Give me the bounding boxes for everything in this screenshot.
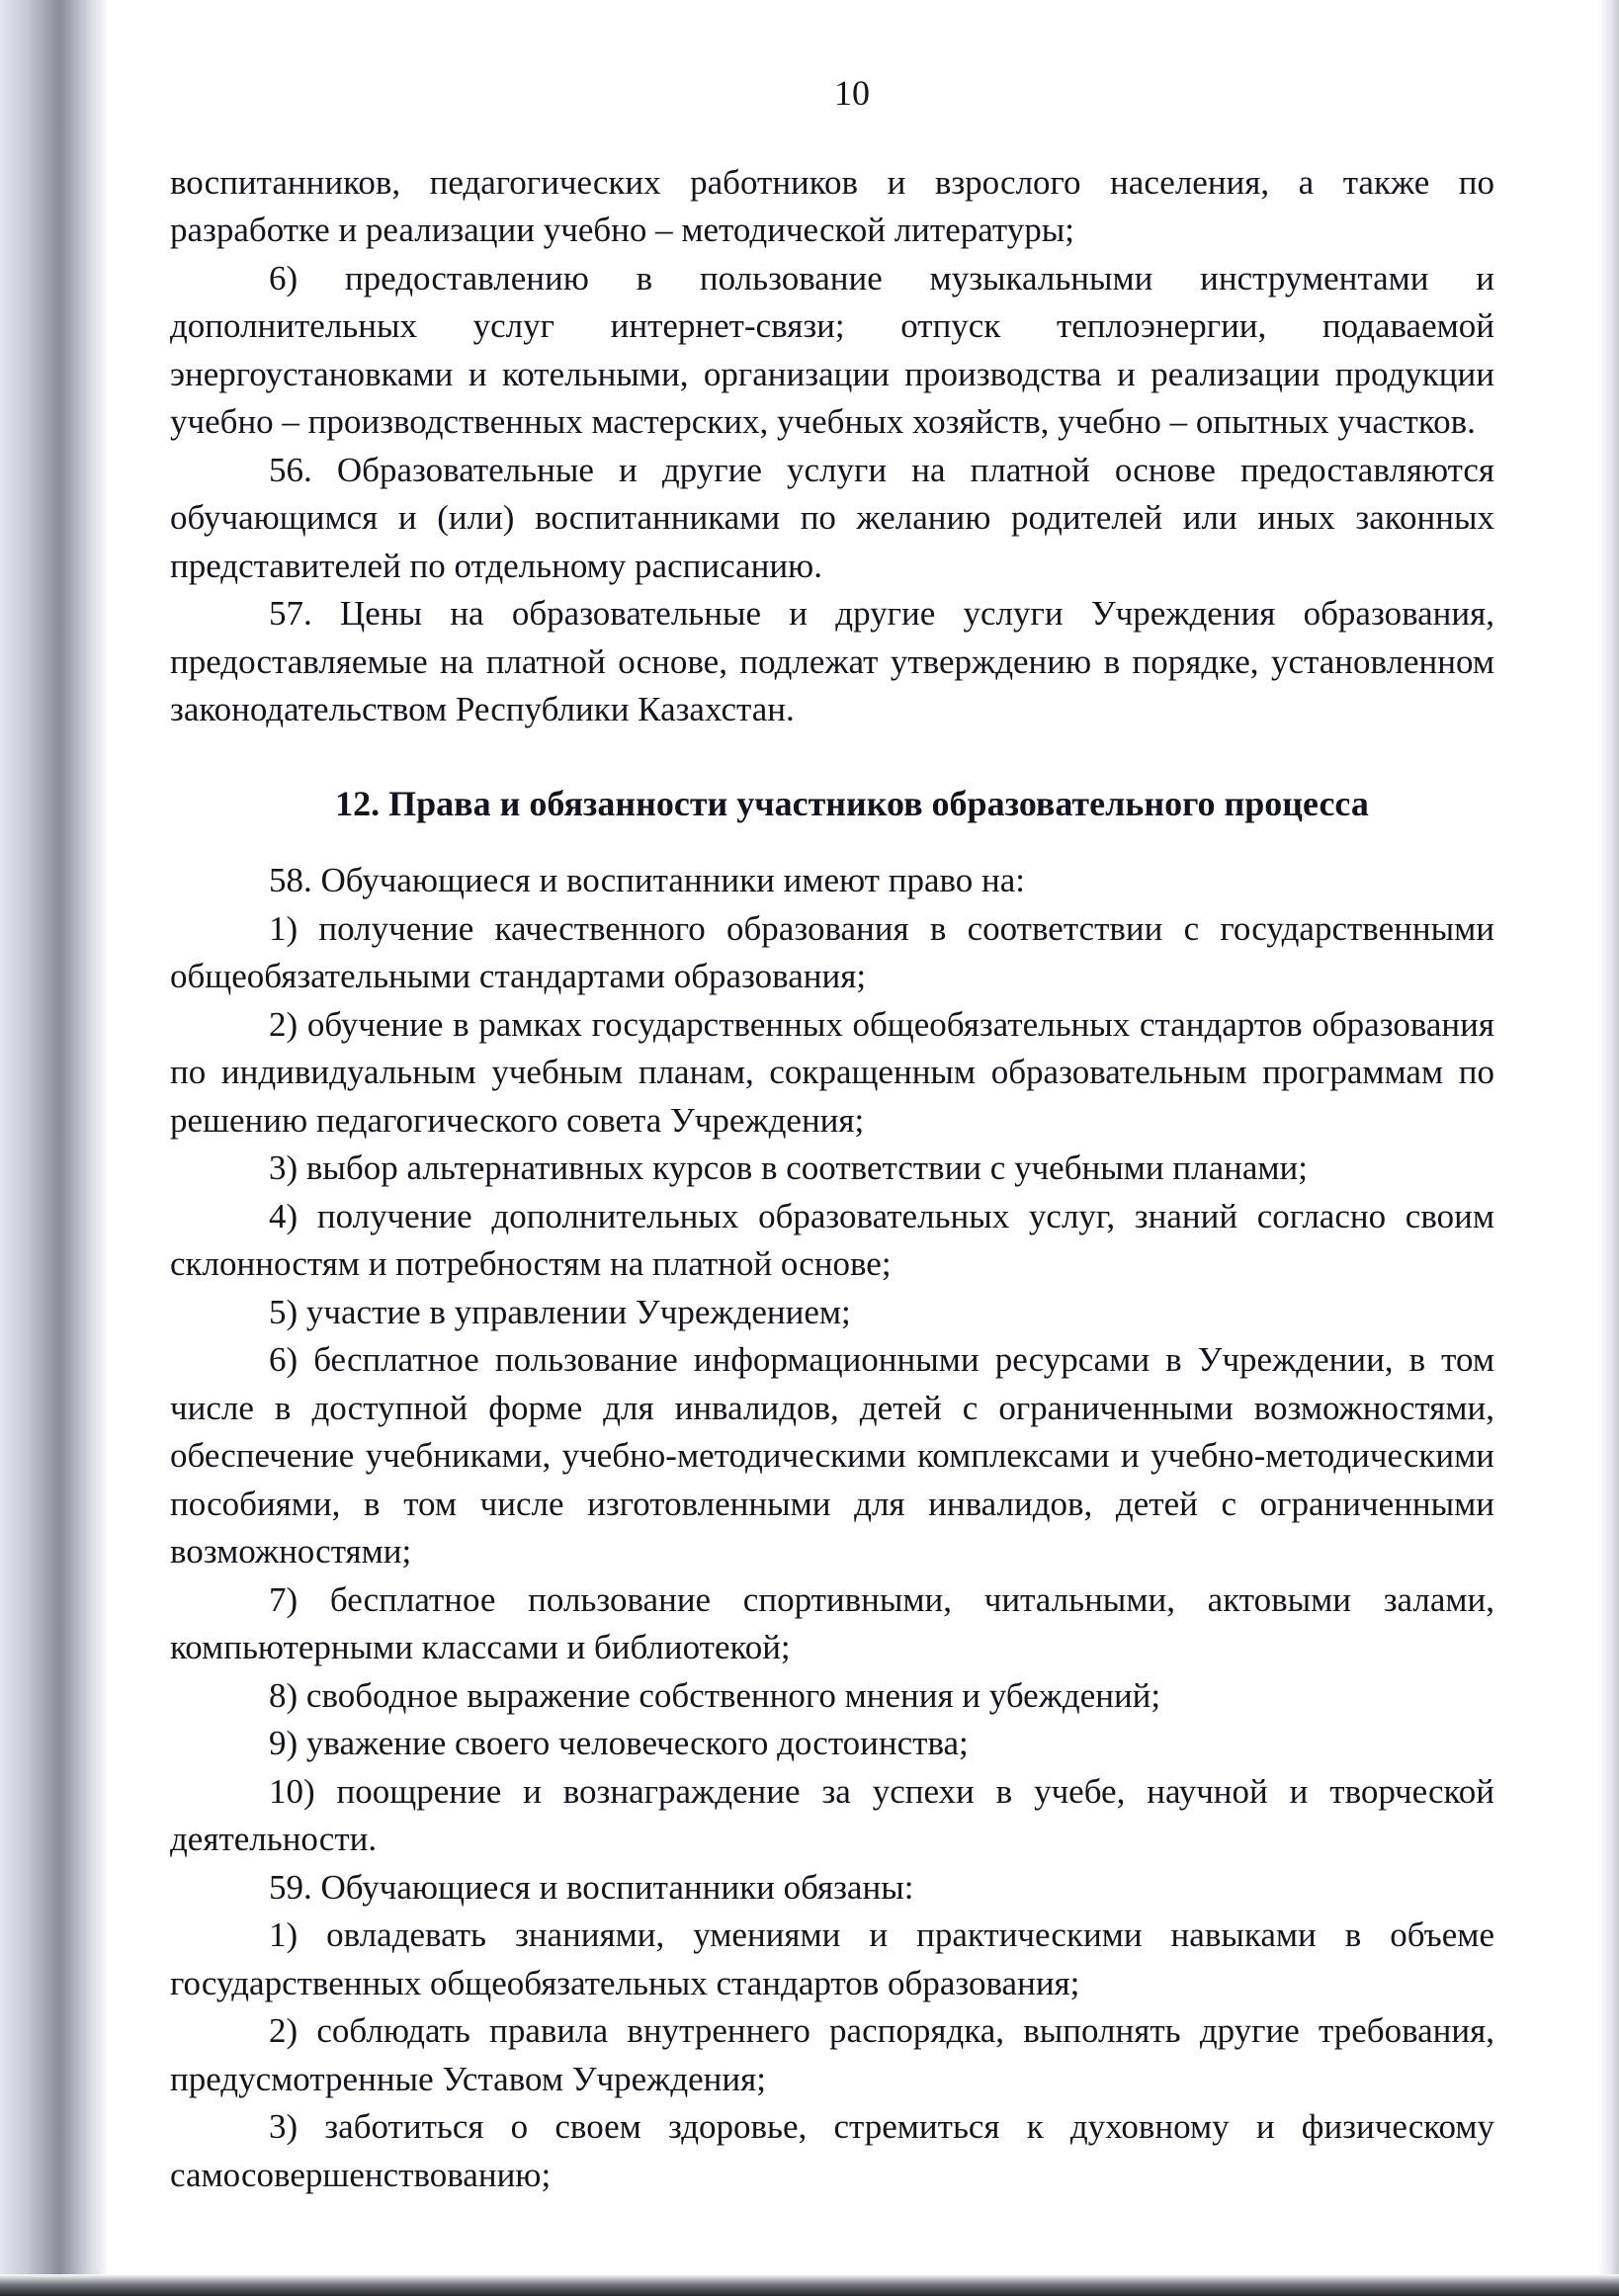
- list-item: 3) выбор альтернативных курсов в соответствии с учебными планами;: [269, 1148, 1308, 1187]
- list-item: 9) уважение своего человеческого достоинства;: [269, 1724, 969, 1762]
- scan-binding-shadow: [0, 0, 109, 2296]
- paragraphs-top: [170, 159, 1494, 734]
- list-item: 2) соблюдать правила внутреннего распорядка, выполнять другие требования, предусмотренные Уставом Учреждения;: [170, 2011, 1494, 2098]
- paragraph-56: 56. Образовательные и другие услуги на платной основе предоставляются обучающимся и (или) воспитанниками по желанию родителей или иных законных представителей по отдельному расписанию.: [170, 450, 1494, 585]
- list-item: 10) поощрение и вознаграждение за успехи в учебе, научной и творческой деятельности.: [170, 1771, 1494, 1858]
- list-item: 1) получение качественного образования в соответствии с государственными общеобязательными стандартами образования;: [170, 908, 1494, 995]
- list-item: 6) бесплатное пользование информационными ресурсами в Учреждении, в том числе в доступной форме для инвалидов, детей с ограниченными возможностями, обеспечение учебниками, учебно-методическими комплексами и учебно-методическими пособиями, в том числе изготовленными для инвалидов, детей с ограниченными возможностями;: [170, 1340, 1494, 1571]
- section-heading: 12. Права и обязанности участников образовательного процесса: [335, 783, 1369, 823]
- list-item: 3) заботиться о своем здоровье, стремиться к духовному и физическому самосовершенствованию;: [170, 2107, 1494, 2194]
- page-number: 10: [834, 73, 870, 113]
- list-item: 5) участие в управлении Учреждением;: [269, 1292, 851, 1331]
- paragraph: 6) предоставлению в пользование музыкальными инструментами и дополнительных услуг интернет-связи; отпуск теплоэнергии, подаваемой энергоустановками и котельными, организации производства и реализации продукции учебно – производственных мастерских, учебных хозяйств, учебно – опытных участков.: [170, 258, 1494, 441]
- paragraph-58: 58. Обучающиеся и воспитанники имеют право на:: [269, 861, 1026, 899]
- scan-bottom-shadow: [0, 2274, 1619, 2296]
- list-item: 8) свободное выражение собственного мнения и убеждений;: [269, 1675, 1161, 1715]
- paragraph-57: 57. Цены на образовательные и другие услуги Учреждения образования, предоставляемые на платной основе, подлежат утверждению в порядке, установленном законодательством Республики Казахстан.: [170, 594, 1494, 728]
- paragraph-59: 59. Обучающиеся и воспитанники обязаны:: [269, 1867, 914, 1907]
- paragraph: воспитанников, педагогических работников и взрослого населения, а также по разработке и реализации учебно – методической литературы;: [170, 162, 1494, 249]
- paragraphs-bottom: [170, 857, 1494, 2199]
- list-item: 4) получение дополнительных образовательных услуг, знаний согласно своим склонностям и потребностям на платной основе;: [170, 1196, 1494, 1283]
- document-page: [170, 69, 1494, 2199]
- list-item: 1) овладевать знаниями, умениями и практическими навыками в объеме государственных общеобязательных стандартов образования;: [170, 1915, 1494, 2002]
- scan-right-edge: [1597, 0, 1619, 2296]
- list-item: 2) обучение в рамках государственных общеобязательных стандартов образования по индивидуальным учебным планам, сокращенным образовательным программам по решению педагогического совета Учреждения;: [170, 1004, 1494, 1140]
- list-item: 7) бесплатное пользование спортивными, читальными, актовыми залами, компьютерными классами и библиотекой;: [170, 1579, 1494, 1666]
